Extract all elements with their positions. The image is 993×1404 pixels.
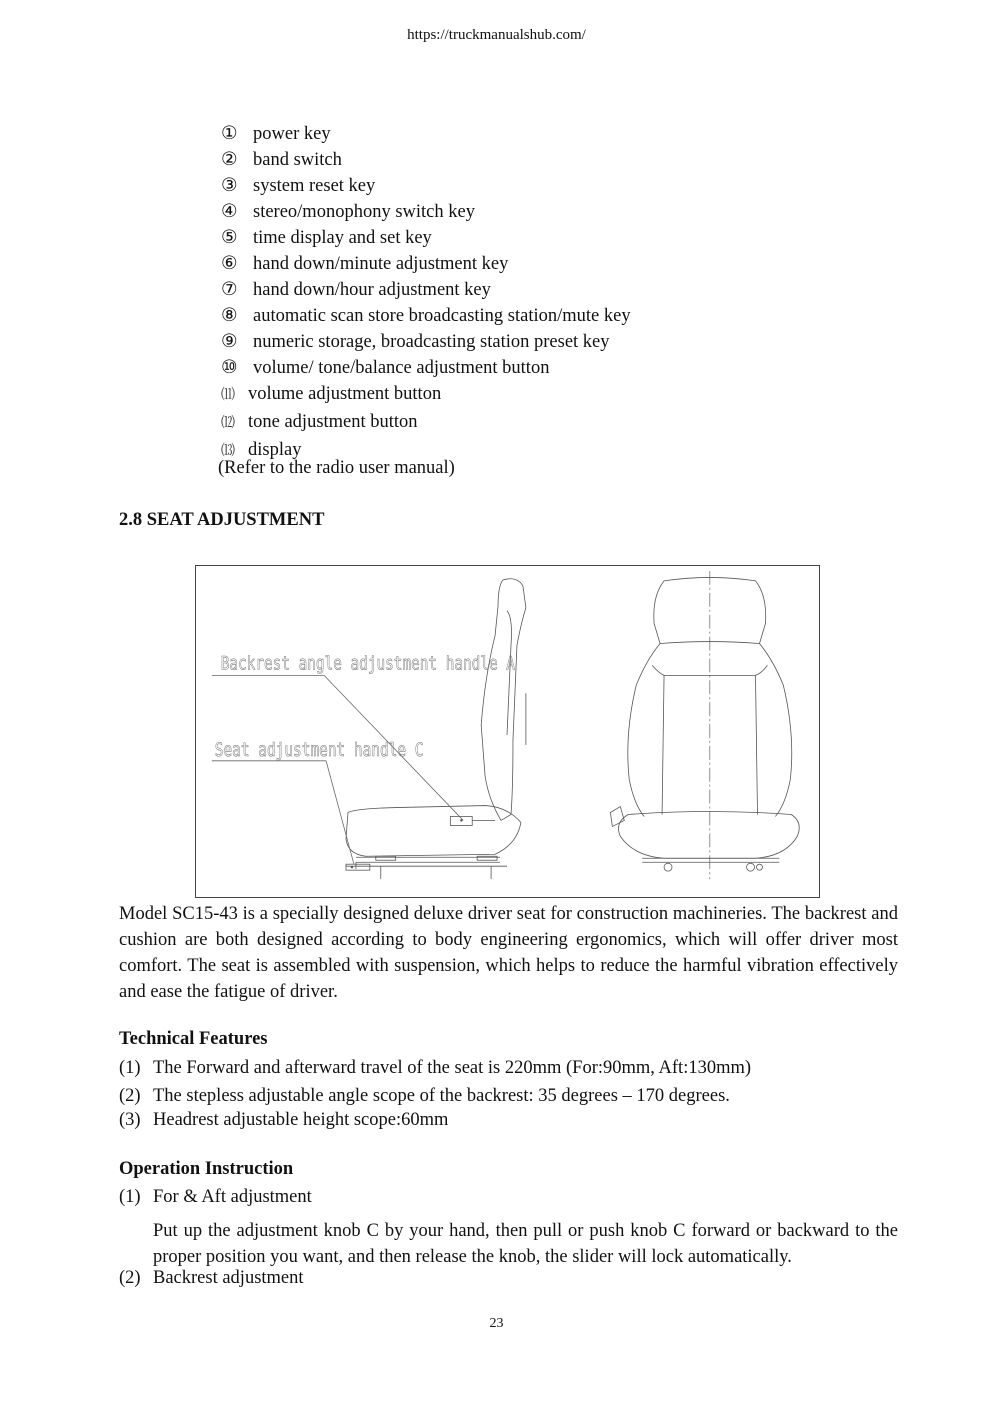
list-item [221, 251, 631, 277]
item-label: band switch [253, 150, 342, 170]
list-item [221, 355, 631, 381]
item-label: hand down/minute adjustment key [253, 254, 509, 274]
item-number: ③ [221, 176, 238, 196]
item-text: Headrest adjustable height scope:60mm [153, 1110, 449, 1130]
list-item [221, 277, 631, 303]
item-number: ⑦ [221, 280, 238, 300]
item-label: time display and set key [253, 228, 432, 248]
list-item [119, 1086, 730, 1107]
list-item [221, 409, 631, 437]
refer-note: (Refer to the radio user manual) [218, 458, 455, 478]
item-number: ⑤ [221, 228, 238, 248]
seat-side-view [212, 579, 526, 879]
item-number: ⑥ [221, 254, 238, 274]
list-item [221, 381, 631, 409]
item-text: The Forward and afterward travel of the seat is 220mm (For:90mm, Aft:130mm) [153, 1058, 752, 1078]
operation-detail: Put up the adjustment knob C by your hand, then pull or push knob C forward or backward to the proper position you want, and then release the knob, the slider will lock automatically. [153, 1221, 898, 1267]
list-item [221, 147, 631, 173]
list-item [119, 1268, 304, 1289]
item-text: The stepless adjustable angle scope of the backrest: 35 degrees – 170 degrees. [153, 1086, 730, 1106]
item-number: (1) [119, 1187, 141, 1207]
item-number: (2) [119, 1086, 141, 1106]
list-item [221, 225, 631, 251]
radio-key-list [221, 121, 631, 465]
item-number: ④ [221, 202, 238, 222]
item-label: tone adjustment button [248, 412, 418, 432]
item-text: Backrest adjustment [153, 1268, 304, 1288]
item-number: ⑨ [221, 332, 238, 352]
item-label: stereo/monophony switch key [253, 202, 475, 222]
item-number: ⒀ [221, 444, 235, 459]
item-number: (2) [119, 1268, 141, 1288]
list-item [119, 1187, 312, 1208]
item-label: volume/ tone/balance adjustment button [253, 358, 550, 378]
seat-front-view [610, 571, 799, 879]
operation-heading: Operation Instruction [119, 1159, 294, 1179]
label-handle-c: Seat adjustment handle C [214, 738, 424, 761]
item-number: ① [221, 124, 238, 144]
list-item [119, 1110, 448, 1131]
list-item [221, 303, 631, 329]
item-number: ② [221, 150, 238, 170]
item-text: For & Aft adjustment [153, 1187, 312, 1207]
seat-diagram [195, 565, 820, 898]
list-item [221, 199, 631, 225]
item-number: ⑩ [221, 358, 238, 378]
item-label: numeric storage, broadcasting station preset key [253, 332, 610, 352]
list-item [221, 121, 631, 147]
item-label: automatic scan store broadcasting station/mute key [253, 306, 631, 326]
item-label: display [248, 440, 302, 460]
section-title: 2.8 SEAT ADJUSTMENT [119, 510, 325, 530]
item-number: ⑿ [221, 416, 235, 431]
list-item [221, 329, 631, 355]
item-label: volume adjustment button [248, 384, 442, 404]
item-label: hand down/hour adjustment key [253, 280, 491, 300]
item-number: ⑾ [221, 388, 235, 403]
list-item [221, 173, 631, 199]
intro-paragraph: Model SC15-43 is a specially designed deluxe driver seat for construction machineries. The backrest and cushion are both designed according to body engineering ergonomics, which will offer driver most comfort. The seat is assembled with suspension, which helps to reduce the harmful vibration effectively and ease the fatigue of driver. [119, 904, 898, 1002]
item-number: (1) [119, 1058, 141, 1078]
item-number: (3) [119, 1110, 141, 1130]
page-number: 23 [489, 1316, 504, 1331]
header-url[interactable]: https://truckmanualshub.com/ [407, 27, 586, 43]
item-label: power key [253, 124, 331, 144]
list-item [119, 1058, 751, 1079]
item-number: ⑧ [221, 306, 238, 326]
label-handle-a: Backrest angle adjustment handle A [220, 652, 516, 675]
technical-features-heading: Technical Features [119, 1029, 268, 1049]
item-label: system reset key [253, 176, 376, 196]
